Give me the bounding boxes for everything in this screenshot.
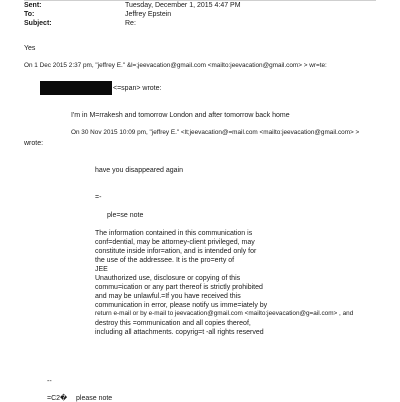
subject-value: Re: xyxy=(125,20,136,27)
footer-marker-dashes: -- xyxy=(47,378,52,385)
quote2-intro: On 30 Nov 2015 10:09 pm, "jeffrey E." <lt;jeevacation@=mail.com <mailto:jeevacation@gmail.com> > xyxy=(71,129,360,136)
reply-text: Yes xyxy=(24,45,36,52)
disclaimer-line: communication in error, please notify us imme=iately by xyxy=(95,302,268,309)
to-label: To: xyxy=(24,11,35,18)
sent-value: Tuesday, December 1, 2015 4:47 PM xyxy=(125,2,241,9)
disclaimer-line: conf=dential, may be attorney-client privileged, may xyxy=(95,239,255,246)
disclaimer-line: Unauthorized use, disclosure or copying of this xyxy=(95,275,241,282)
disclaimer-line: constitute inside infor=ation, and is intended only for xyxy=(95,248,257,255)
please-note-line: ple=se note xyxy=(107,212,144,219)
travel-line: I'm in M=rrakesh and tomorrow London and after tomorrow back home xyxy=(71,112,290,119)
quote2-wrote: wrote: xyxy=(24,140,44,147)
disclaimer-line: commu=ication or any part thereof is strictly prohibited xyxy=(95,284,263,291)
dash-marker: =- xyxy=(95,194,102,201)
redacted-wrote: <=span> wrote: xyxy=(113,85,162,92)
disclaimer-line: return e-mail or by e-mail to jeevacation@gmail.com <mailto:jeevacation@g=ail.com> , and xyxy=(95,310,354,317)
disclaimer-line: the use of the addressee. It is the pro=erty of xyxy=(95,257,235,264)
redaction-bar xyxy=(40,81,112,95)
to-value: Jeffrey Epstein xyxy=(125,11,172,18)
disclaimer-line: including all attachments. copyrig=t -all rights reserved xyxy=(95,329,264,336)
disclaimer-line: The information contained in this communication is xyxy=(95,230,253,237)
disappeared-line: have you disappeared again xyxy=(95,167,183,174)
footer-please-note: please note xyxy=(76,395,113,402)
subject-label: Subject: xyxy=(24,20,52,27)
disclaimer-line: and may be unlawful.=If you have received this xyxy=(95,293,241,300)
sent-label: Sent: xyxy=(24,2,42,9)
disclaimer-line: JEE xyxy=(95,266,108,273)
disclaimer-line: destroy this =ommunication and all copies thereof, xyxy=(95,320,251,327)
top-rule xyxy=(24,0,376,1)
quote1-intro: On 1 Dec 2015 2:37 pm, "jeffrey E." &l=;jeevacation@gmail.com <mailto:jeevacation@gmail.com> > wr=te: xyxy=(24,62,327,69)
footer-marker-encoded: =C2� xyxy=(47,395,68,402)
